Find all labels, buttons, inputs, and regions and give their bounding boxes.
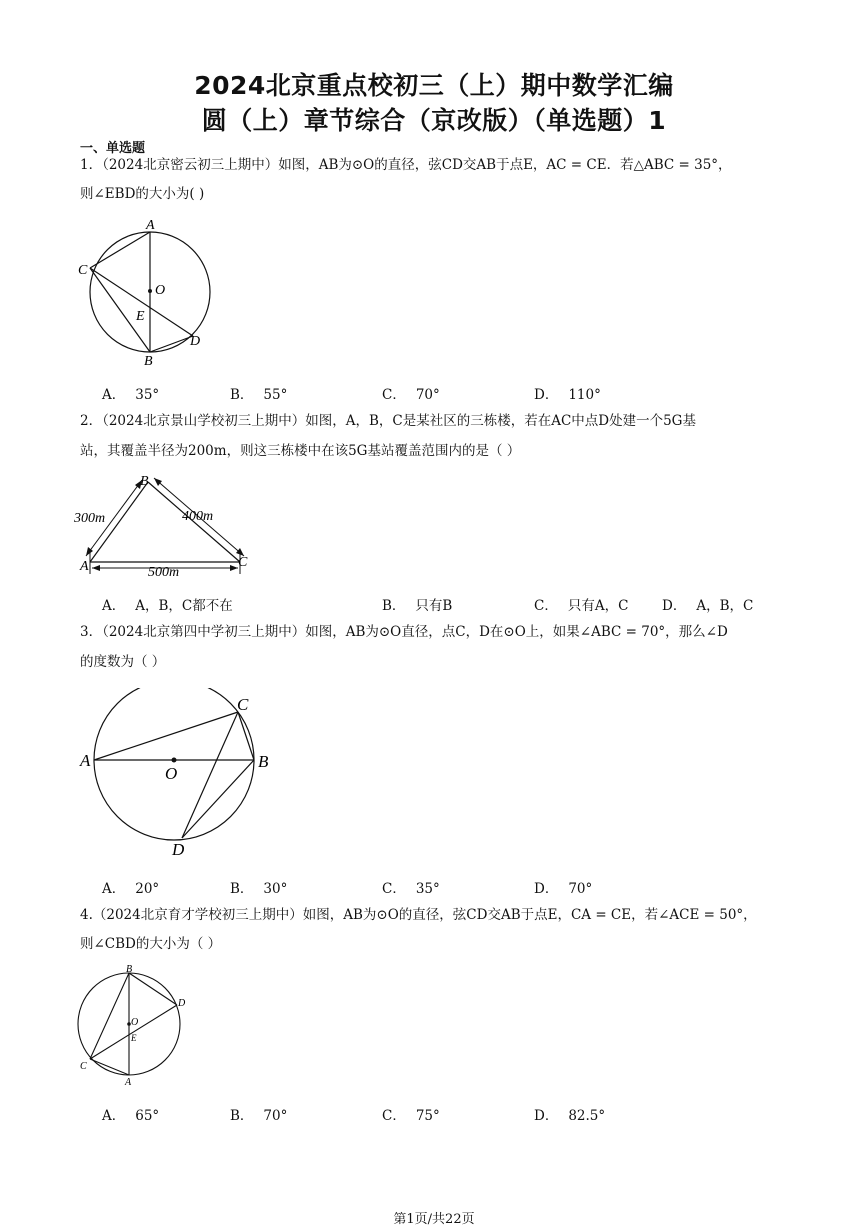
q2-option-c[interactable] [534, 594, 628, 614]
q4-option-b[interactable] [230, 1104, 287, 1124]
q1-option-d[interactable] [534, 383, 601, 403]
fig1-label-e: E [136, 309, 145, 324]
fig3-label-d: D [172, 840, 185, 859]
fig4-label-o: O [131, 1017, 139, 1028]
fig1-label-o: O [155, 283, 166, 298]
q1-option-c[interactable] [382, 383, 440, 403]
fig3-label-a: A [80, 751, 91, 770]
fig4-label-d: D [178, 998, 186, 1009]
option-text: 110° [568, 387, 601, 403]
question-1-line2: 则∠EBD的大小为( ) [80, 186, 205, 202]
option-letter: D． [534, 1108, 559, 1124]
fig2-label-ab: 300m [74, 511, 106, 526]
question-4-figure [74, 962, 194, 1087]
option-letter: B． [230, 881, 254, 897]
option-letter: A． [102, 598, 126, 614]
fig4-label-a: A [125, 1077, 132, 1087]
question-3-figure [74, 688, 284, 863]
q3-option-c[interactable] [382, 877, 440, 897]
fig4-label-b: B [126, 964, 133, 975]
question-3-line2: 的度数为（ ） [80, 654, 166, 670]
page-footer: 第1页/共22页 [393, 1212, 475, 1227]
option-text: 65° [135, 1108, 160, 1124]
q4-option-c[interactable] [382, 1104, 440, 1124]
option-text: A，B，C [696, 598, 754, 614]
option-text: 70° [263, 1108, 288, 1124]
option-letter: B． [230, 1108, 254, 1124]
question-4-line1: 4.（2024北京育才学校初三上期中）如图，AB为⊙O的直径，弦CD交AB于点E，CA = CE，若∠ACE = 50°， [80, 907, 757, 923]
option-letter: A． [102, 881, 126, 897]
q4-option-d[interactable] [534, 1104, 605, 1124]
option-letter: C． [534, 598, 558, 614]
question-2-line1: 2．（2024北京景山学校初三上期中）如图，A，B，C是某社区的三栋楼，若在AC中点D处建一个5G基 [80, 413, 696, 429]
q2-option-b[interactable] [382, 594, 452, 614]
q4-option-a[interactable] [102, 1104, 159, 1124]
page-subtitle: 圆（上）章节综合（京改版）（单选题）1 [201, 106, 667, 135]
option-text: 只有A，C [567, 598, 629, 614]
option-text: 75° [415, 1108, 440, 1124]
question-4-line2: 则∠CBD的大小为（ ） [80, 936, 222, 952]
option-letter: A． [102, 387, 126, 403]
fig1-label-b: B [144, 354, 153, 369]
fig3-label-o: O [165, 764, 178, 783]
q3-option-d[interactable] [534, 877, 592, 897]
option-text: 70° [415, 387, 440, 403]
fig4-label-e: E [131, 1033, 137, 1043]
option-text: 55° [263, 387, 288, 403]
option-text: 35° [415, 881, 440, 897]
fig4-label-c: C [80, 1061, 87, 1072]
option-text: 30° [263, 881, 288, 897]
option-letter: D． [662, 598, 687, 614]
option-text: 20° [135, 881, 160, 897]
fig3-label-b: B [258, 752, 269, 771]
option-letter: B． [230, 387, 254, 403]
q2-option-d[interactable] [662, 594, 753, 614]
q1-option-b[interactable] [230, 383, 287, 403]
option-letter: C． [382, 1108, 406, 1124]
option-text: A，B，C都不在 [135, 598, 233, 614]
fig1-label-d: D [190, 334, 201, 349]
fig1-label-c: C [78, 263, 88, 278]
fig2-label-bc: 400m [182, 509, 214, 524]
section-heading: 一、单选题 [80, 141, 146, 156]
option-text: 35° [135, 387, 160, 403]
option-letter: B． [382, 598, 406, 614]
option-text: 只有B [415, 598, 453, 614]
option-text: 82.5° [568, 1108, 606, 1124]
option-text: 70° [568, 881, 593, 897]
option-letter: D． [534, 881, 559, 897]
fig3-label-c: C [237, 695, 249, 714]
fig2-label-b: B [140, 474, 149, 489]
option-letter: C． [382, 387, 406, 403]
q2-option-a[interactable] [102, 594, 233, 614]
fig1-label-a: A [146, 218, 155, 233]
fig2-label-c: C [238, 555, 248, 570]
option-letter: D． [534, 387, 559, 403]
question-2-line2: 站，其覆盖半径为200m，则这三栋楼中在该5G基站覆盖范围内的是（ ） [80, 443, 521, 459]
question-2-figure [72, 470, 262, 582]
fig2-label-ac: 500m [148, 565, 180, 580]
q1-option-a[interactable] [102, 383, 159, 403]
page-title: 2024北京重点校初三（上）期中数学汇编 [194, 71, 674, 100]
option-letter: A． [102, 1108, 126, 1124]
question-1-line1: 1．（2024北京密云初三上期中）如图，AB为⊙O的直径，弦CD交AB于点E，AC = CE．若△ABC = 35°， [80, 157, 732, 173]
question-1-figure [70, 212, 230, 372]
option-letter: C． [382, 881, 406, 897]
q3-option-b[interactable] [230, 877, 287, 897]
fig2-label-a: A [80, 559, 89, 574]
q3-option-a[interactable] [102, 877, 159, 897]
question-3-line1: 3．（2024北京第四中学初三上期中）如图，AB为⊙O直径，点C，D在⊙O上，如果∠ABC = 70°，那么∠D [80, 624, 728, 640]
